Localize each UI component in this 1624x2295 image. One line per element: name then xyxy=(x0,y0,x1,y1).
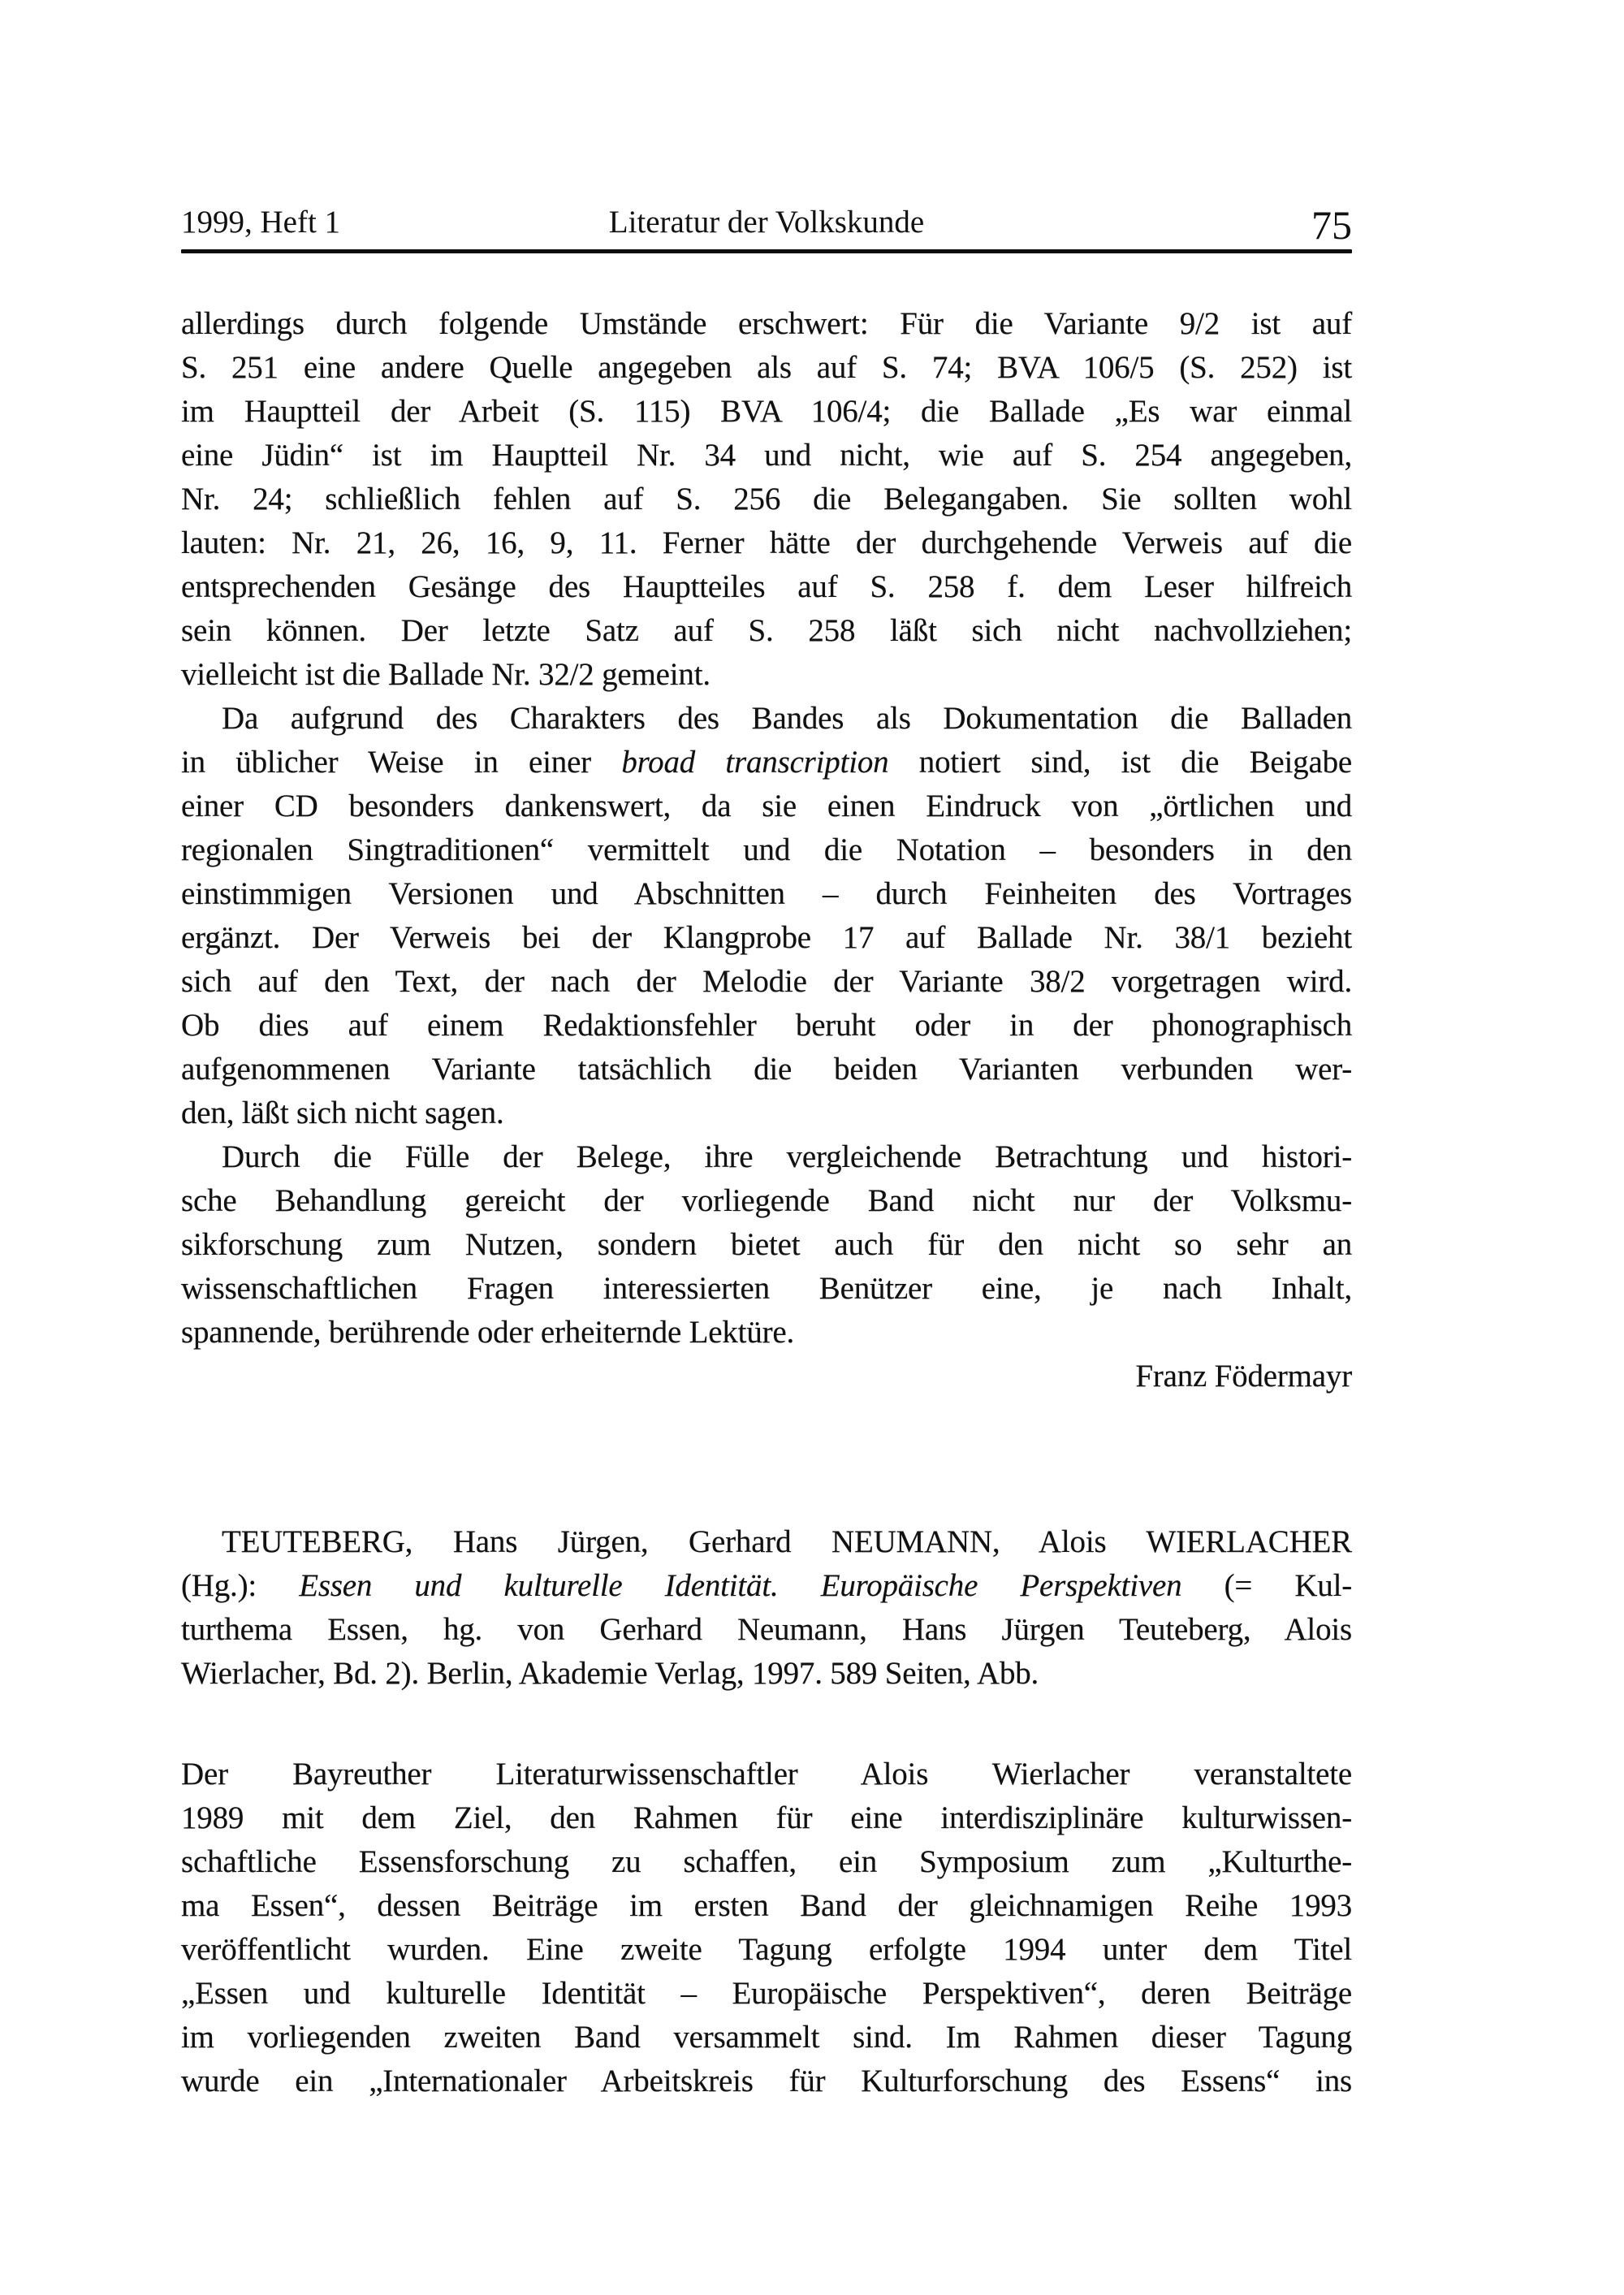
text-line xyxy=(181,653,1352,697)
text-line xyxy=(181,434,1352,478)
text-segment: (= Kul- xyxy=(1181,1568,1353,1603)
paragraph-para-2 xyxy=(181,697,1352,1135)
body-text xyxy=(181,302,1352,2103)
italic-text: broad transcription xyxy=(621,745,889,780)
text-segment: Wierlacher, Bd. 2). Berlin, Akademie Verlag, 1997. 589 Seiten, Abb. xyxy=(181,1656,1039,1691)
running-header xyxy=(181,200,1352,248)
text-line xyxy=(181,302,1352,346)
text-line xyxy=(181,478,1352,521)
header-page-number: 75 xyxy=(1311,202,1352,248)
text-line xyxy=(181,609,1352,653)
text-line xyxy=(181,784,1352,828)
text-line xyxy=(181,1048,1352,1091)
text-line xyxy=(181,1091,1352,1135)
paragraph-para-1 xyxy=(181,302,1352,697)
text-segment: sein können. Der letzte Satz auf S. 258 läßt sich nicht nachvollziehen; xyxy=(181,613,1352,648)
text-segment: einer CD besonders dankenswert, da sie einen Eindruck von „örtlichen und xyxy=(181,789,1352,823)
header-journal-title: Literatur der Volkskunde xyxy=(608,205,925,240)
text-segment: aufgenommenen Variante tatsächlich die beiden Varianten verbunden wer- xyxy=(181,1052,1352,1087)
text-segment: TEUTEBERG, Hans Jürgen, Gerhard NEUMANN, Alois WIERLACHER xyxy=(222,1524,1352,1559)
text-segment: sich auf den Text, der nach der Melodie der Variante 38/2 vorgetragen wird. xyxy=(181,964,1352,999)
text-segment: ma Essen“, dessen Beiträge im ersten Band der gleichnamigen Reihe 1993 xyxy=(181,1888,1352,1923)
text-segment: schaftliche Essensforschung zu schaffen, ein Symposium zum „Kulturthe- xyxy=(181,1844,1352,1879)
text-line xyxy=(181,1135,1352,1179)
text-line xyxy=(181,1179,1352,1223)
text-line xyxy=(181,1267,1352,1311)
text-line xyxy=(181,1520,1352,1564)
header-rule xyxy=(181,249,1352,253)
text-segment: notiert sind, ist die Beigabe xyxy=(888,745,1352,780)
text-line xyxy=(181,828,1352,872)
text-segment: wissenschaftlichen Fragen interessierten Benützer eine, je nach Inhalt, xyxy=(181,1271,1352,1306)
text-segment: „Essen und kulturelle Identität – Europäische Perspektiven“, deren Beiträge xyxy=(181,1976,1352,2011)
text-segment: sche Behandlung gereicht der vorliegende Band nicht nur der Volksmu- xyxy=(181,1183,1352,1218)
text-segment: Nr. 24; schließlich fehlen auf S. 256 die Belegangaben. Sie sollten wohl xyxy=(181,482,1352,516)
text-segment: wurde ein „Internationaler Arbeitskreis für Kulturforschung des Essens“ ins xyxy=(181,2064,1352,2098)
text-segment: spannende, berührende oder erheiternde Lektüre. xyxy=(181,1315,795,1350)
text-segment: einstimmigen Versionen und Abschnitten – durch Feinheiten des Vortrages xyxy=(181,876,1352,911)
text-segment: eine Jüdin“ ist im Hauptteil Nr. 34 und nicht, wie auf S. 254 angegeben, xyxy=(181,438,1352,473)
text-segment: lauten: Nr. 21, 26, 16, 9, 11. Ferner hätte der durchgehende Verweis auf die xyxy=(181,525,1352,560)
text-line xyxy=(181,741,1352,784)
text-segment: Ob dies auf einem Redaktionsfehler beruht oder in der phonographisch xyxy=(181,1008,1352,1043)
text-line xyxy=(181,2059,1352,2103)
text-segment: allerdings durch folgende Umstände erschwert: Für die Variante 9/2 ist auf xyxy=(181,306,1352,341)
text-segment: den, läßt sich nicht sagen. xyxy=(181,1096,504,1130)
text-line xyxy=(181,1928,1352,1972)
text-segment: turthema Essen, hg. von Gerhard Neumann, Hans Jürgen Teuteberg, Alois xyxy=(181,1612,1352,1647)
text-line xyxy=(181,2016,1352,2059)
text-line xyxy=(181,1564,1352,1608)
text-line xyxy=(181,1796,1352,1840)
text-line xyxy=(181,916,1352,960)
text-segment: regionalen Singtraditionen“ vermittelt und die Notation – besonders in den xyxy=(181,832,1352,867)
text-segment: in üblicher Weise in einer xyxy=(181,745,622,780)
text-line xyxy=(181,960,1352,1004)
text-line xyxy=(181,390,1352,434)
text-segment: Franz Födermayr xyxy=(1135,1359,1352,1394)
paragraph-review-heading xyxy=(181,1520,1352,1696)
text-line xyxy=(181,1884,1352,1928)
text-line xyxy=(181,1972,1352,2016)
text-line xyxy=(181,346,1352,390)
text-segment: ergänzt. Der Verweis bei der Klangprobe 17 auf Ballade Nr. 38/1 bezieht xyxy=(181,920,1352,955)
text-line xyxy=(181,1840,1352,1884)
text-line xyxy=(181,697,1352,741)
text-line xyxy=(181,1004,1352,1048)
text-line xyxy=(181,1608,1352,1652)
text-line xyxy=(181,872,1352,916)
paragraph-para-3 xyxy=(181,1135,1352,1355)
text-line xyxy=(181,1311,1352,1355)
text-line xyxy=(181,1355,1352,1398)
text-line xyxy=(181,1753,1352,1796)
text-block xyxy=(181,0,1352,2103)
text-line xyxy=(181,1652,1352,1696)
text-line xyxy=(181,565,1352,609)
paragraph-review-body xyxy=(181,1753,1352,2103)
text-segment: S. 251 eine andere Quelle angegeben als auf S. 74; BVA 106/5 (S. 252) ist xyxy=(181,350,1352,385)
text-segment: vielleicht ist die Ballade Nr. 32/2 gemeint. xyxy=(181,657,710,692)
text-line xyxy=(181,521,1352,565)
text-segment: im Hauptteil der Arbeit (S. 115) BVA 106/4; die Ballade „Es war einmal xyxy=(181,394,1352,429)
text-segment: Der Bayreuther Literaturwissenschaftler Alois Wierlacher veranstaltete xyxy=(181,1757,1352,1791)
text-segment: Da aufgrund des Charakters des Bandes als Dokumentation die Balladen xyxy=(222,701,1352,736)
text-segment: (Hg.): xyxy=(181,1568,300,1603)
text-segment: entsprechenden Gesänge des Hauptteiles auf S. 258 f. dem Leser hilfreich xyxy=(181,569,1352,604)
paragraph-signature xyxy=(181,1355,1352,1398)
text-segment: 1989 mit dem Ziel, den Rahmen für eine interdisziplinäre kulturwissen- xyxy=(181,1800,1352,1835)
header-issue: 1999, Heft 1 xyxy=(181,205,341,240)
text-segment: sikforschung zum Nutzen, sondern bietet auch für den nicht so sehr an xyxy=(181,1227,1352,1262)
text-segment: Durch die Fülle der Belege, ihre vergleichende Betrachtung und histori- xyxy=(222,1139,1352,1174)
top-margin xyxy=(181,0,1352,200)
text-segment: veröffentlicht wurden. Eine zweite Tagung erfolgte 1994 unter dem Titel xyxy=(181,1932,1352,1967)
text-segment: im vorliegenden zweiten Band versammelt sind. Im Rahmen dieser Tagung xyxy=(181,2020,1352,2055)
text-line xyxy=(181,1223,1352,1267)
italic-text: Essen und kulturelle Identität. Europäische Perspektiven xyxy=(299,1568,1182,1603)
